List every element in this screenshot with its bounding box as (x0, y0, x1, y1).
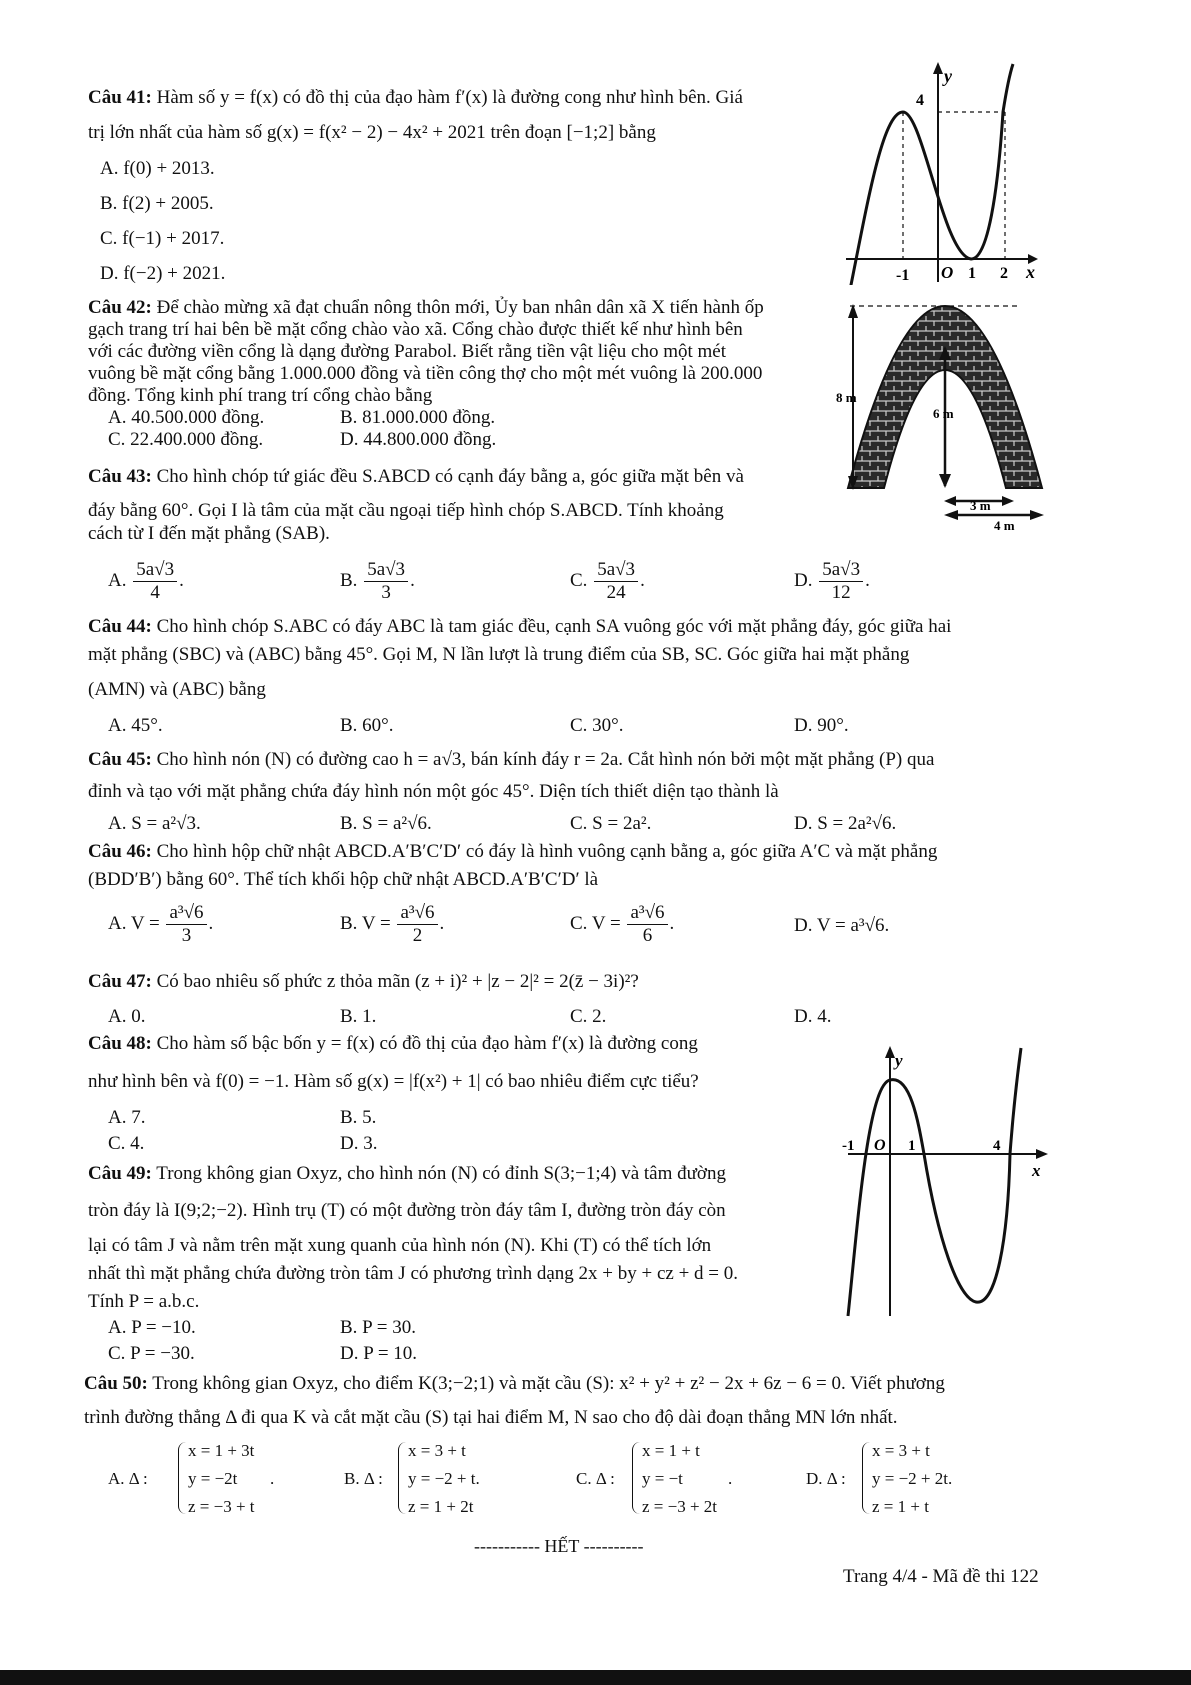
q45-option-d: D. S = 2a²√6. (794, 813, 897, 834)
q46-option-b-den: 2 (412, 925, 423, 946)
q46-option-b: B. V = $\frac{\text{a³√6}}{2}$ . (340, 902, 445, 946)
q43-option-b-num: 5a√3 (364, 559, 408, 582)
q42-fig-label-4m: 4 m (994, 518, 1015, 533)
q42-line-3: với các đường viền cổng là dạng đường Parabol. Biết rằng tiền vật liệu cho một mét (88, 341, 726, 362)
q46-option-c-label: C. V = (570, 912, 621, 934)
q45-option-a: A. S = a²√3. (108, 813, 201, 834)
q43-option-b-den: 3 (381, 582, 391, 603)
q43-option-c-label: C. (570, 569, 588, 591)
q43-option-a-label: A. (108, 569, 127, 591)
q42-option-d: D. 44.800.000 đồng. (340, 429, 497, 450)
q48-line-1: Câu 48: Cho hàm số bậc bốn y = f(x) có đồ thị của đạo hàm f′(x) là đường cong (88, 1033, 698, 1054)
q43-option-a-num: 5a√3 (133, 559, 177, 582)
q42-line-5: đồng. Tổng kinh phí trang trí cổng chào bằng (88, 385, 433, 406)
q44-option-b: B. 60°. (340, 715, 394, 736)
q50-option-c-row3: z = −3 + 2t (642, 1497, 718, 1516)
q42-gate-figure (826, 296, 1044, 536)
q50-line-2: trình đường thẳng Δ đi qua K và cắt mặt cầu (S) tại hai điểm M, N sao cho độ dài đoạn thẳng MN lớn nhất. (84, 1407, 898, 1428)
q46-option-a-den: 3 (181, 925, 192, 946)
q50-option-d-label: D. Δ : (806, 1469, 846, 1488)
q48-line-2: như hình bên và f(0) = −1. Hàm số g(x) = |f(x²) + 1| có bao nhiêu điểm cực tiểu? (88, 1071, 699, 1092)
q43-option-d: D. $\frac{5a√3}{12}$ . (794, 559, 870, 603)
q46-line-1: Câu 46: Cho hình hộp chữ nhật ABCD.A′B′C′D′ có đáy là hình vuông cạnh bằng a, góc giữa A′C và mặt phẳng (88, 841, 938, 862)
q50-option-b-row3: z = 1 + 2t (408, 1497, 474, 1516)
q43-option-d-den: 12 (831, 582, 851, 603)
q50-option-d-row1: x = 3 + t (872, 1441, 930, 1460)
q46-option-c: C. V = $\frac{\text{a³√6}}{6}$ . (570, 902, 675, 946)
q41-curve (850, 64, 1013, 285)
q41-y-arrow (933, 62, 943, 74)
q43-option-c-den: 24 (606, 582, 626, 603)
q49-option-c: C. P = −30. (108, 1343, 195, 1364)
q48-fig-tick-m1: -1 (842, 1138, 855, 1154)
q44-option-c: C. 30°. (570, 715, 624, 736)
q50-option-d-row2: y = −2 + 2t. (872, 1469, 953, 1488)
q43-line-2: đáy bằng 60°. Gọi I là tâm của mặt cầu ngoại tiếp hình chóp S.ABCD. Tính khoảng (88, 500, 724, 521)
q47-line-1: Câu 47: Có bao nhiêu số phức z thỏa mãn (z + i)² + |z − 2|² = 2(z̄ − 3i)²? (88, 971, 639, 992)
q48-fig-tick-1: 1 (908, 1138, 916, 1154)
q42-line-2: gạch trang trí hai bên bề mặt cổng chào vào xã. Cổng chào được thiết kế như hình bên (88, 319, 743, 340)
q41-line-2: trị lớn nhất của hàm số g(x) = f(x² − 2) − 4x² + 2021 trên đoạn [−1;2] bằng (88, 122, 656, 143)
q41-option-a: A. f(0) + 2013. (100, 158, 215, 179)
q45-line-2: đỉnh và tạo với mặt phẳng chứa đáy hình nón một góc 45°. Diện tích thiết diện tạo thành là (88, 781, 779, 802)
q44-option-a: A. 45°. (108, 715, 163, 736)
q49-line-2: tròn đáy là I(9;2;−2). Hình trụ (T) có một đường tròn đáy tâm I, đường tròn đáy còn (88, 1200, 726, 1221)
q42-fig-label-3m: 3 m (970, 498, 991, 513)
q45-option-c: C. S = 2a². (570, 813, 652, 834)
q41-derivative-graph (838, 60, 1038, 285)
q50-option-a-row2: y = −2t (188, 1469, 238, 1488)
q41-fig-x-label: x (1026, 262, 1035, 282)
q50-option-b-row1: x = 3 + t (408, 1441, 466, 1460)
q46-option-d: D. V = a³√6. (794, 915, 890, 936)
q50-option-b-label: B. Δ : (344, 1469, 383, 1488)
q50-option-a-end: . (270, 1469, 275, 1488)
q42-fig-label-8m: 8 m (836, 390, 857, 405)
q42-line-4: vuông bề mặt cổng bằng 1.000.000 đồng và tiền công thợ cho một mét vuông là 200.000 (88, 363, 763, 384)
q42-fig-label-6m: 6 m (933, 406, 954, 421)
q41-fig-y-label: y (944, 66, 952, 86)
q50-option-a-label: A. Δ : (108, 1469, 148, 1488)
q48-fig-tick-4: 4 (993, 1138, 1001, 1154)
bottom-band (0, 1670, 1191, 1685)
q49-line-4: nhất thì mặt phẳng chứa đường tròn tâm J có phương trình dạng 2x + by + cz + d = 0. (88, 1263, 739, 1284)
q46-option-c-den: 6 (642, 925, 653, 946)
q49-option-b: B. P = 30. (340, 1317, 416, 1338)
page-footer: Trang 4/4 - Mã đề thi 122 (843, 1566, 1039, 1587)
q50-option-a-row3: z = −3 + t (188, 1497, 255, 1516)
q46-option-b-label: B. V = (340, 912, 391, 934)
q50-option-a-row1: x = 1 + 3t (188, 1441, 255, 1460)
q43-option-b-label: B. (340, 569, 358, 591)
q41-fig-origin: O (941, 263, 954, 282)
q49-option-a: A. P = −10. (108, 1317, 196, 1338)
q41-line-1: Câu 41: Hàm số y = f(x) có đồ thị của đạo hàm f′(x) là đường cong như hình bên. Giá (88, 87, 743, 108)
q48-option-d: D. 3. (340, 1133, 378, 1154)
q48-fig-origin: O (874, 1137, 886, 1154)
q48-option-c: C. 4. (108, 1133, 145, 1154)
end-marker: ----------- HẾT ---------- (474, 1536, 644, 1556)
q43-option-b: B. $\frac{5a√3}{3}$ . (340, 559, 415, 603)
q49-line-3: lại có tâm J và nằm trên mặt xung quanh của hình nón (N). Khi (T) có thể tích lớn (88, 1235, 712, 1256)
q46-option-a-num: a³√6 (166, 902, 206, 925)
q43-option-d-label: D. (794, 569, 813, 591)
q50-option-c-row1: x = 1 + t (642, 1441, 700, 1460)
q41-fig-tick-m1: -1 (896, 267, 910, 284)
q41-fig-tick-4: 4 (916, 92, 924, 109)
q50-option-c-label: C. Δ : (576, 1469, 615, 1488)
q46-option-b-num: a³√6 (397, 902, 437, 925)
q43-option-c-num: 5a√3 (594, 559, 638, 582)
q41-option-d: D. f(−2) + 2021. (100, 263, 226, 284)
q50-option-c-row2: y = −t (642, 1469, 683, 1488)
q48-option-b: B. 5. (340, 1107, 377, 1128)
q41-option-b: B. f(2) + 2005. (100, 193, 214, 214)
q49-option-d: D. P = 10. (340, 1343, 418, 1364)
q44-line-2: mặt phẳng (SBC) và (ABC) bằng 45°. Gọi M, N lần lượt là trung điểm của SB, SC. Góc giữa hai mặt phẳng (88, 644, 910, 665)
q50-option-d-row3: z = 1 + t (872, 1497, 929, 1516)
q42-option-c: C. 22.400.000 đồng. (108, 429, 264, 450)
q42-option-a: A. 40.500.000 đồng. (108, 407, 265, 428)
q44-option-d: D. 90°. (794, 715, 849, 736)
q43-option-d-num: 5a√3 (819, 559, 863, 582)
q46-option-a: A. V = $\frac{\text{a³√6}}{3}$ . (108, 902, 214, 946)
q50-line-1: Câu 50: Trong không gian Oxyz, cho điểm K(3;−2;1) và mặt cầu (S): x² + y² + z² − 2x + 6z − 6 = 0. Viết phương (84, 1373, 945, 1394)
q43-option-c: C. $\frac{5a√3}{24}$ . (570, 559, 645, 603)
q47-option-c: C. 2. (570, 1006, 607, 1027)
q44-line-1: Câu 44: Cho hình chóp S.ABC có đáy ABC là tam giác đều, cạnh SA vuông góc với mặt phẳng đáy, góc giữa hai (88, 616, 952, 637)
q47-option-b: B. 1. (340, 1006, 377, 1027)
q43-option-a-den: 4 (150, 582, 160, 603)
q42-option-b: B. 81.000.000 đồng. (340, 407, 496, 428)
q45-line-1: Câu 45: Cho hình nón (N) có đường cao h = a√3, bán kính đáy r = 2a. Cắt hình nón bởi một mặt phẳng (P) qua (88, 749, 935, 770)
q41-fig-tick-1: 1 (968, 265, 976, 282)
q50-option-b-row2: y = −2 + t. (408, 1469, 480, 1488)
q41-fig-tick-2: 2 (1000, 265, 1008, 282)
q48-option-a: A. 7. (108, 1107, 146, 1128)
q42-line-1: Câu 42: Để chào mừng xã đạt chuẩn nông thôn mới, Ủy ban nhân dân xã X tiến hành ốp (88, 297, 764, 318)
q43-option-a: A. $\frac{5a√3}{4}$ . (108, 559, 184, 603)
q46-option-c-num: a³√6 (627, 902, 667, 925)
q41-option-c: C. f(−1) + 2017. (100, 228, 225, 249)
q45-option-b: B. S = a²√6. (340, 813, 432, 834)
q48-fig-x-label: x (1032, 1161, 1041, 1180)
q47-option-d: D. 4. (794, 1006, 832, 1027)
q47-option-a: A. 0. (108, 1006, 146, 1027)
q46-option-a-label: A. V = (108, 912, 160, 934)
q43-line-1: Câu 43: Cho hình chóp tứ giác đều S.ABCD có cạnh đáy bằng a, góc giữa mặt bên và (88, 466, 744, 487)
q43-line-3: cách từ I đến mặt phẳng (SAB). (88, 523, 330, 544)
q46-line-2: (BDD′B′) bằng 60°. Thể tích khối hộp chữ nhật ABCD.A′B′C′D′ là (88, 869, 599, 890)
q49-line-1: Câu 49: Trong không gian Oxyz, cho hình nón (N) có đỉnh S(3;−1;4) và tâm đường (88, 1163, 726, 1184)
q48-fig-y-label: y (895, 1051, 903, 1070)
q49-line-5: Tính P = a.b.c. (88, 1291, 200, 1312)
q48-derivative-graph (838, 1040, 1048, 1320)
q44-line-3: (AMN) và (ABC) bằng (88, 679, 266, 700)
q50-option-c-end: . (728, 1469, 733, 1488)
q48-curve (848, 1048, 1021, 1316)
